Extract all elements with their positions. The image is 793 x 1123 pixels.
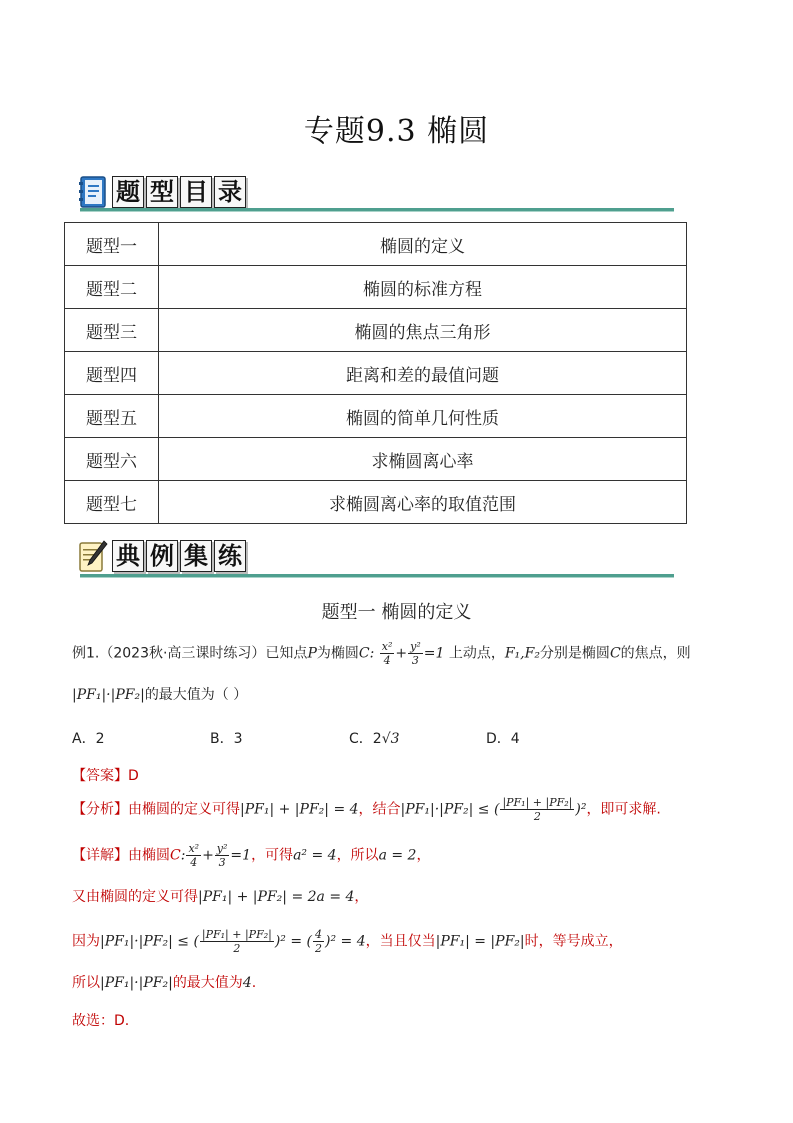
analysis-text: 由椭圆的定义可得 bbox=[128, 801, 240, 818]
analysis-tag: 【分析】 bbox=[72, 801, 128, 818]
solution-fraction: $\frac{\text{|PF₁| + |PF₂|}}{2}$ bbox=[201, 928, 272, 955]
solution-expr: 4 bbox=[242, 975, 252, 991]
solution-fraction: $\frac{4}{2}$ bbox=[315, 928, 322, 955]
solution-text: 又由椭圆的定义可得 bbox=[72, 889, 198, 905]
section-header-toc bbox=[78, 172, 248, 212]
detail-expr: a² = 4 bbox=[293, 847, 337, 864]
question-text: 例1.（2023秋·高三课时练习）已知点 bbox=[72, 645, 308, 662]
final-choice: 故选：D. bbox=[72, 1013, 130, 1029]
detail-text: ，可得 bbox=[251, 847, 294, 864]
solution-line-b bbox=[72, 886, 368, 906]
option-a: A．2 bbox=[72, 731, 105, 747]
point-p: P bbox=[307, 645, 317, 662]
analysis-line bbox=[72, 796, 661, 823]
solution-line-c bbox=[72, 928, 623, 955]
section-divider bbox=[80, 574, 674, 578]
section-char: 集 bbox=[180, 540, 212, 572]
example-question-line1: 例1.（2023秋·高三课时练习）已知点P为椭圆C: $\frac{\text{x²}}{4}$ + $\frac{\text{y²}}{3}$ =1 上动点，F₁,F₂分别是椭圆C的焦点，则 bbox=[72, 640, 691, 667]
analysis-expr: )² bbox=[575, 801, 587, 818]
foci: F₁,F₂ bbox=[504, 645, 540, 662]
section-char: 目 bbox=[180, 176, 212, 208]
table-row bbox=[65, 438, 687, 481]
option-c-text: C．2 bbox=[349, 731, 382, 747]
notebook-icon bbox=[78, 175, 108, 209]
detail-expr: a = 2 bbox=[378, 847, 417, 864]
table-row bbox=[65, 309, 687, 352]
fraction-x: $\frac{\text{x²}}{4}$ bbox=[381, 640, 393, 667]
table-row bbox=[65, 223, 687, 266]
answer-line bbox=[72, 765, 139, 785]
solution-text: . bbox=[251, 975, 257, 991]
toc-topic: 求椭圆离心率 bbox=[159, 438, 687, 481]
question-text: 的焦点，则 bbox=[620, 645, 691, 662]
section-header-examples bbox=[78, 536, 248, 576]
table-row bbox=[65, 352, 687, 395]
section-char: 练 bbox=[214, 540, 246, 572]
subtitle: 题型一 椭圆的定义 bbox=[321, 602, 472, 623]
detail-text: 由椭圆 bbox=[128, 847, 170, 864]
answer-value: D bbox=[128, 768, 139, 784]
solution-line-d bbox=[72, 972, 256, 992]
detail-text: ， bbox=[416, 847, 431, 864]
solution-text: ， bbox=[354, 889, 369, 905]
option-b: B．3 bbox=[210, 731, 243, 747]
toc-topic: 椭圆的简单几何性质 bbox=[159, 395, 687, 438]
toc-label: 题型六 bbox=[65, 438, 159, 481]
question-text: 上动点， bbox=[448, 645, 505, 662]
table-row bbox=[65, 395, 687, 438]
toc-label: 题型一 bbox=[65, 223, 159, 266]
solution-text: ，当且仅当 bbox=[365, 933, 436, 950]
solution-text: 的最大值为 bbox=[172, 975, 243, 991]
toc-table bbox=[64, 222, 687, 524]
toc-label: 题型二 bbox=[65, 266, 159, 309]
solution-expr: )² = 4 bbox=[325, 933, 366, 950]
analysis-expr: |PF₁|·|PF₂| ≤ ( bbox=[400, 801, 500, 818]
section-char: 典 bbox=[112, 540, 144, 572]
question-text: 的最大值为（ ） bbox=[144, 687, 248, 703]
analysis-fraction: $\frac{\text{|PF₁| + |PF₂|}}{2}$ bbox=[502, 796, 573, 823]
fraction-y: $\frac{\text{y²}}{3}$ bbox=[216, 842, 228, 869]
table-row bbox=[65, 481, 687, 524]
solution-text: 时，等号成立， bbox=[524, 933, 623, 950]
section-char: 例 bbox=[146, 540, 178, 572]
section-char: 录 bbox=[214, 176, 246, 208]
toc-label: 题型三 bbox=[65, 309, 159, 352]
solution-text: 因为 bbox=[72, 933, 100, 950]
toc-topic: 椭圆的定义 bbox=[159, 223, 687, 266]
ellipse-c: C bbox=[609, 645, 621, 662]
solution-expr: |PF₁|·|PF₂| ≤ ( bbox=[100, 933, 199, 950]
solution-expr: |PF₁| + |PF₂| = 2a = 4 bbox=[198, 889, 355, 905]
toc-topic: 椭圆的焦点三角形 bbox=[159, 309, 687, 352]
expression: |PF₁|·|PF₂| bbox=[72, 687, 145, 703]
question-text: 为椭圆 bbox=[316, 645, 359, 662]
page-title: 专题9.3 椭圆 bbox=[303, 114, 490, 149]
pencil-note-icon bbox=[78, 539, 108, 573]
toc-topic: 距离和差的最值问题 bbox=[159, 352, 687, 395]
answer-tag: 【答案】 bbox=[72, 768, 128, 784]
option-c bbox=[349, 728, 400, 748]
solution-expr: )² = ( bbox=[274, 933, 312, 950]
ellipse-c: C bbox=[170, 847, 181, 864]
option-c-root: √3 bbox=[381, 731, 400, 747]
toc-label: 题型五 bbox=[65, 395, 159, 438]
analysis-expr: |PF₁| + |PF₂| = 4 bbox=[240, 801, 359, 818]
option-d: D．4 bbox=[486, 731, 520, 747]
toc-topic: 求椭圆离心率的取值范围 bbox=[159, 481, 687, 524]
toc-topic: 椭圆的标准方程 bbox=[159, 266, 687, 309]
toc-label: 题型四 bbox=[65, 352, 159, 395]
solution-expr: |PF₁| = |PF₂| bbox=[435, 933, 525, 950]
solution-expr: |PF₁|·|PF₂| bbox=[100, 975, 173, 991]
section-divider bbox=[80, 208, 674, 212]
section-char: 题 bbox=[112, 176, 144, 208]
solution-text: 所以 bbox=[72, 975, 100, 991]
question-text: 分别是椭圆 bbox=[539, 645, 610, 662]
detail-text: ，所以 bbox=[336, 847, 379, 864]
detail-tag: 【详解】 bbox=[72, 847, 128, 864]
section-char: 型 bbox=[146, 176, 178, 208]
fraction-x: $\frac{\text{x²}}{4}$ bbox=[188, 842, 200, 869]
analysis-text: ，即可求解. bbox=[586, 801, 661, 818]
ellipse-c: C bbox=[358, 645, 370, 662]
detail-line: 【详解】由椭圆C: $\frac{\text{x²}}{4}$ + $\frac{\text{y²}}{3}$ =1，可得a² = 4，所以a = 2， bbox=[72, 842, 431, 869]
example-question-line2 bbox=[72, 684, 247, 704]
fraction-y: $\frac{\text{y²}}{3}$ bbox=[410, 640, 421, 667]
toc-label: 题型七 bbox=[65, 481, 159, 524]
analysis-text: ，结合 bbox=[358, 801, 401, 818]
table-row bbox=[65, 266, 687, 309]
